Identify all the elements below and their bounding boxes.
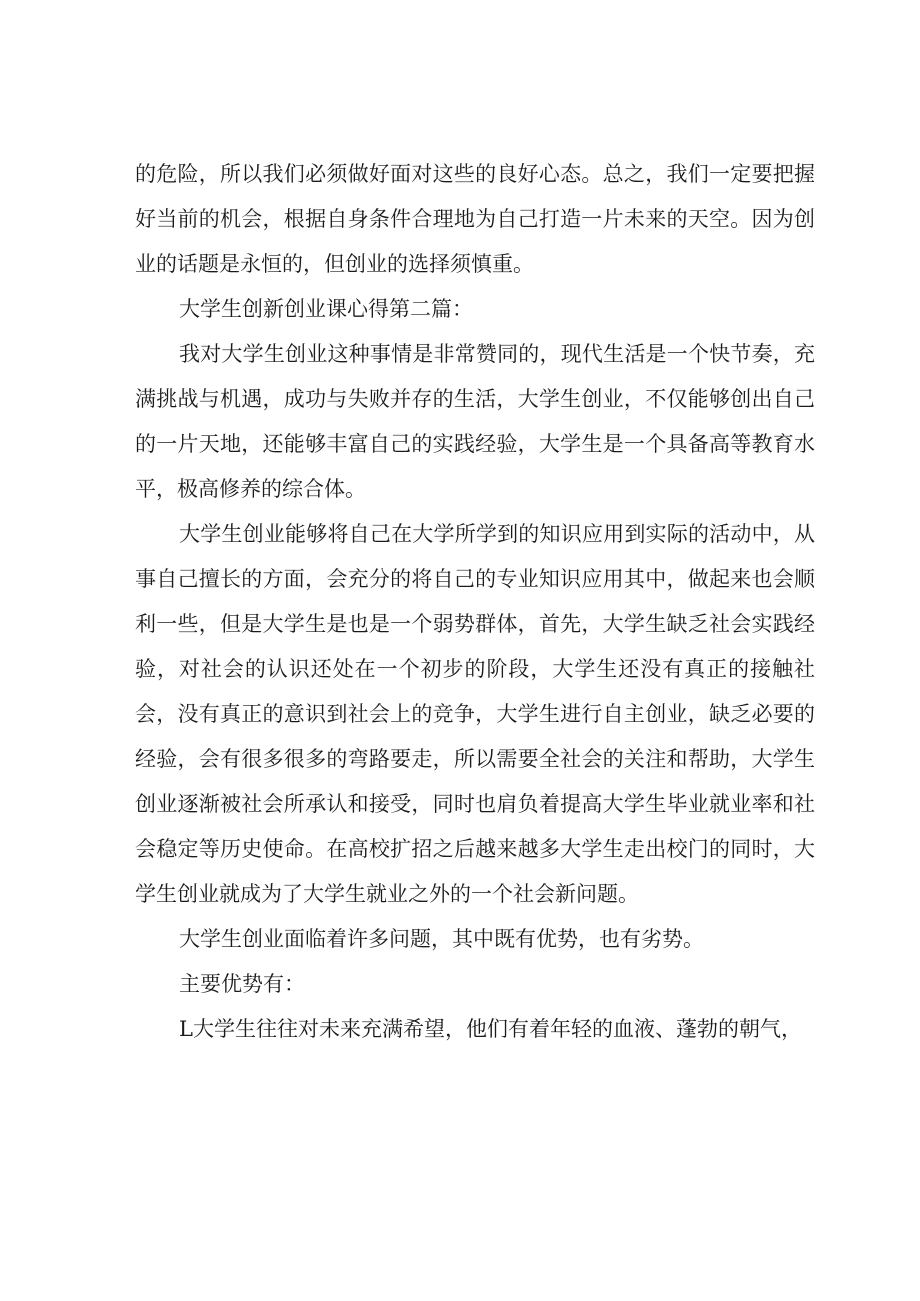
list-heading: 主要优势有： (179, 972, 305, 996)
paragraph: 我对大学生创业这种事情是非常赞同的，现代生活是一个快节奏，充满挑战与机遇，成功与失败并存的生活，大学生创业，不仅能够创出自己的一片天地，还能够丰富自己的实践经验，大学生是一个具备高等教育水平，极高修养的综合体。 (135, 342, 815, 501)
document-body (135, 152, 815, 1052)
paragraph: 大学生创业能够将自己在大学所学到的知识应用到实际的活动中，从事自己擅长的方面，会充分的将自己的专业知识应用其中，做起来也会顺利一些，但是大学生是也是一个弱势群体，首先，大学生缺乏社会实践经验，对社会的认识还处在一个初步的阶段，大学生还没有真正的接触社会，没有真正的意识到社会上的竞争，大学生进行自主创业，缺乏必要的经验，会有很多很多的弯路要走，所以需要全社会的关注和帮助，大学生创业逐渐被社会所承认和接受，同时也肩负着提高大学生毕业就业率和社会稳定等历史使命。在高校扩招之后越来越多大学生走出校门的同时，大学生创业就成为了大学生就业之外的一个社会新问题。 (135, 522, 815, 906)
section-heading: 大学生创新创业课心得第二篇： (179, 297, 473, 321)
list-item: L大学生往往对未来充满希望，他们有着年轻的血液、蓬勃的朝气， (179, 1017, 802, 1041)
paragraph: 大学生创业面临着许多问题，其中既有优势，也有劣势。 (179, 927, 704, 951)
paragraph-continuation: 的危险，所以我们必须做好面对这些的良好心态。总之，我们一定要把握好当前的机会，根据自身条件合理地为自己打造一片未来的天空。因为创业的话题是永恒的，但创业的选择须慎重。 (135, 162, 815, 276)
